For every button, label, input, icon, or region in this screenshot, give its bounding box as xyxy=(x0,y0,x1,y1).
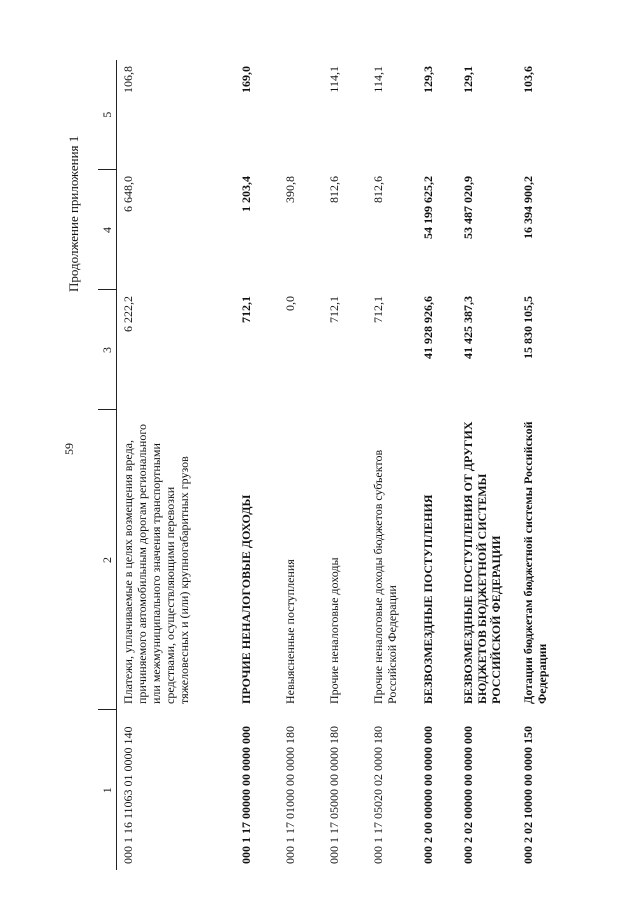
header-col-1: 1 xyxy=(98,710,117,870)
row-col3: 712,1 xyxy=(326,296,341,323)
table-row xyxy=(417,60,457,870)
header-col-4: 4 xyxy=(98,170,117,290)
row-col4: 16 394 900,2 xyxy=(520,176,535,239)
row-name: Прочие неналоговые доходы бюджетов субъектов Российской Федерации xyxy=(370,449,399,704)
table-row xyxy=(367,60,417,870)
table-header-row xyxy=(98,60,117,870)
continuation-note: Продолжение приложения 1 xyxy=(66,135,81,292)
row-code: 000 1 17 01000 00 0000 180 xyxy=(282,726,297,864)
row-col5: 129,3 xyxy=(420,66,435,93)
row-col5: 114,1 xyxy=(370,66,385,93)
header-col-5: 5 xyxy=(98,60,117,170)
rotated-page xyxy=(60,30,620,870)
row-name: Прочие неналоговые доходы xyxy=(326,557,341,704)
table-row xyxy=(117,60,235,870)
row-col5 xyxy=(279,60,323,170)
row-name: БЕЗВОЗМЕЗДНЫЕ ПОСТУПЛЕНИЯ xyxy=(420,494,435,704)
row-col3: 0,0 xyxy=(282,296,297,311)
row-col3: 15 830 105,5 xyxy=(520,296,535,359)
row-code: 000 2 02 00000 00 0000 000 xyxy=(460,726,475,864)
revenue-table xyxy=(98,60,557,870)
row-col4: 390,8 xyxy=(282,176,297,203)
row-code: 000 1 17 05020 02 0000 180 xyxy=(370,726,385,864)
row-col5: 169,0 xyxy=(238,66,253,93)
row-col4: 54 199 625,2 xyxy=(420,176,435,239)
row-col3: 41 928 926,6 xyxy=(420,296,435,359)
row-col5: 106,8 xyxy=(121,66,135,93)
row-col4: 812,6 xyxy=(370,176,385,203)
row-code: 000 2 00 00000 00 0000 000 xyxy=(420,726,435,864)
row-col5: 103,6 xyxy=(520,66,535,93)
page-number: 59 xyxy=(62,443,76,455)
row-code: 000 1 17 00000 00 0000 000 xyxy=(238,726,253,864)
table-row xyxy=(235,60,279,870)
row-code: 000 1 16 11063 01 0000 140 xyxy=(121,726,135,864)
row-name: ПРОЧИЕ НЕНАЛОГОВЫЕ ДОХОДЫ xyxy=(238,494,253,704)
row-col4: 53 487 020,9 xyxy=(460,176,475,239)
table-row xyxy=(323,60,367,870)
header-col-3: 3 xyxy=(98,290,117,410)
table-row xyxy=(457,60,517,870)
row-col5: 114,1 xyxy=(326,66,341,93)
row-col3: 712,1 xyxy=(238,296,253,323)
row-name: БЕЗВОЗМЕЗДНЫЕ ПОСТУПЛЕНИЯ ОТ ДРУГИХ БЮДЖЕТОВ БЮДЖЕТНОЙ СИСТЕМЫ РОССИЙСКОЙ ФЕДЕРАЦИИ xyxy=(460,421,503,704)
row-code: 000 2 02 10000 00 0000 150 xyxy=(520,726,535,864)
row-col3: 6 222,2 xyxy=(121,296,135,332)
row-name: Дотации бюджетам бюджетной системы Российской Федерации xyxy=(520,421,549,704)
row-col4: 812,6 xyxy=(326,176,341,203)
row-code: 000 1 17 05000 00 0000 180 xyxy=(326,726,341,864)
table-row xyxy=(279,60,323,870)
row-col3: 41 425 387,3 xyxy=(460,296,475,359)
header-col-2: 2 xyxy=(98,410,117,710)
row-col3: 712,1 xyxy=(370,296,385,323)
row-name: Платежи, уплачиваемые в целях возмещения вреда, причиняемого автомобильным дорогам регионального или межмуниципального значения транспортными средствами, осуществляющими перевозки тяжеловесных и (или) крупногабаритных грузов xyxy=(121,424,191,704)
row-col4: 1 203,4 xyxy=(238,176,253,212)
row-col5: 129,1 xyxy=(460,66,475,93)
table-row xyxy=(517,60,557,870)
row-name: Невыясненные поступления xyxy=(282,559,297,704)
row-col4: 6 648,0 xyxy=(121,176,135,212)
